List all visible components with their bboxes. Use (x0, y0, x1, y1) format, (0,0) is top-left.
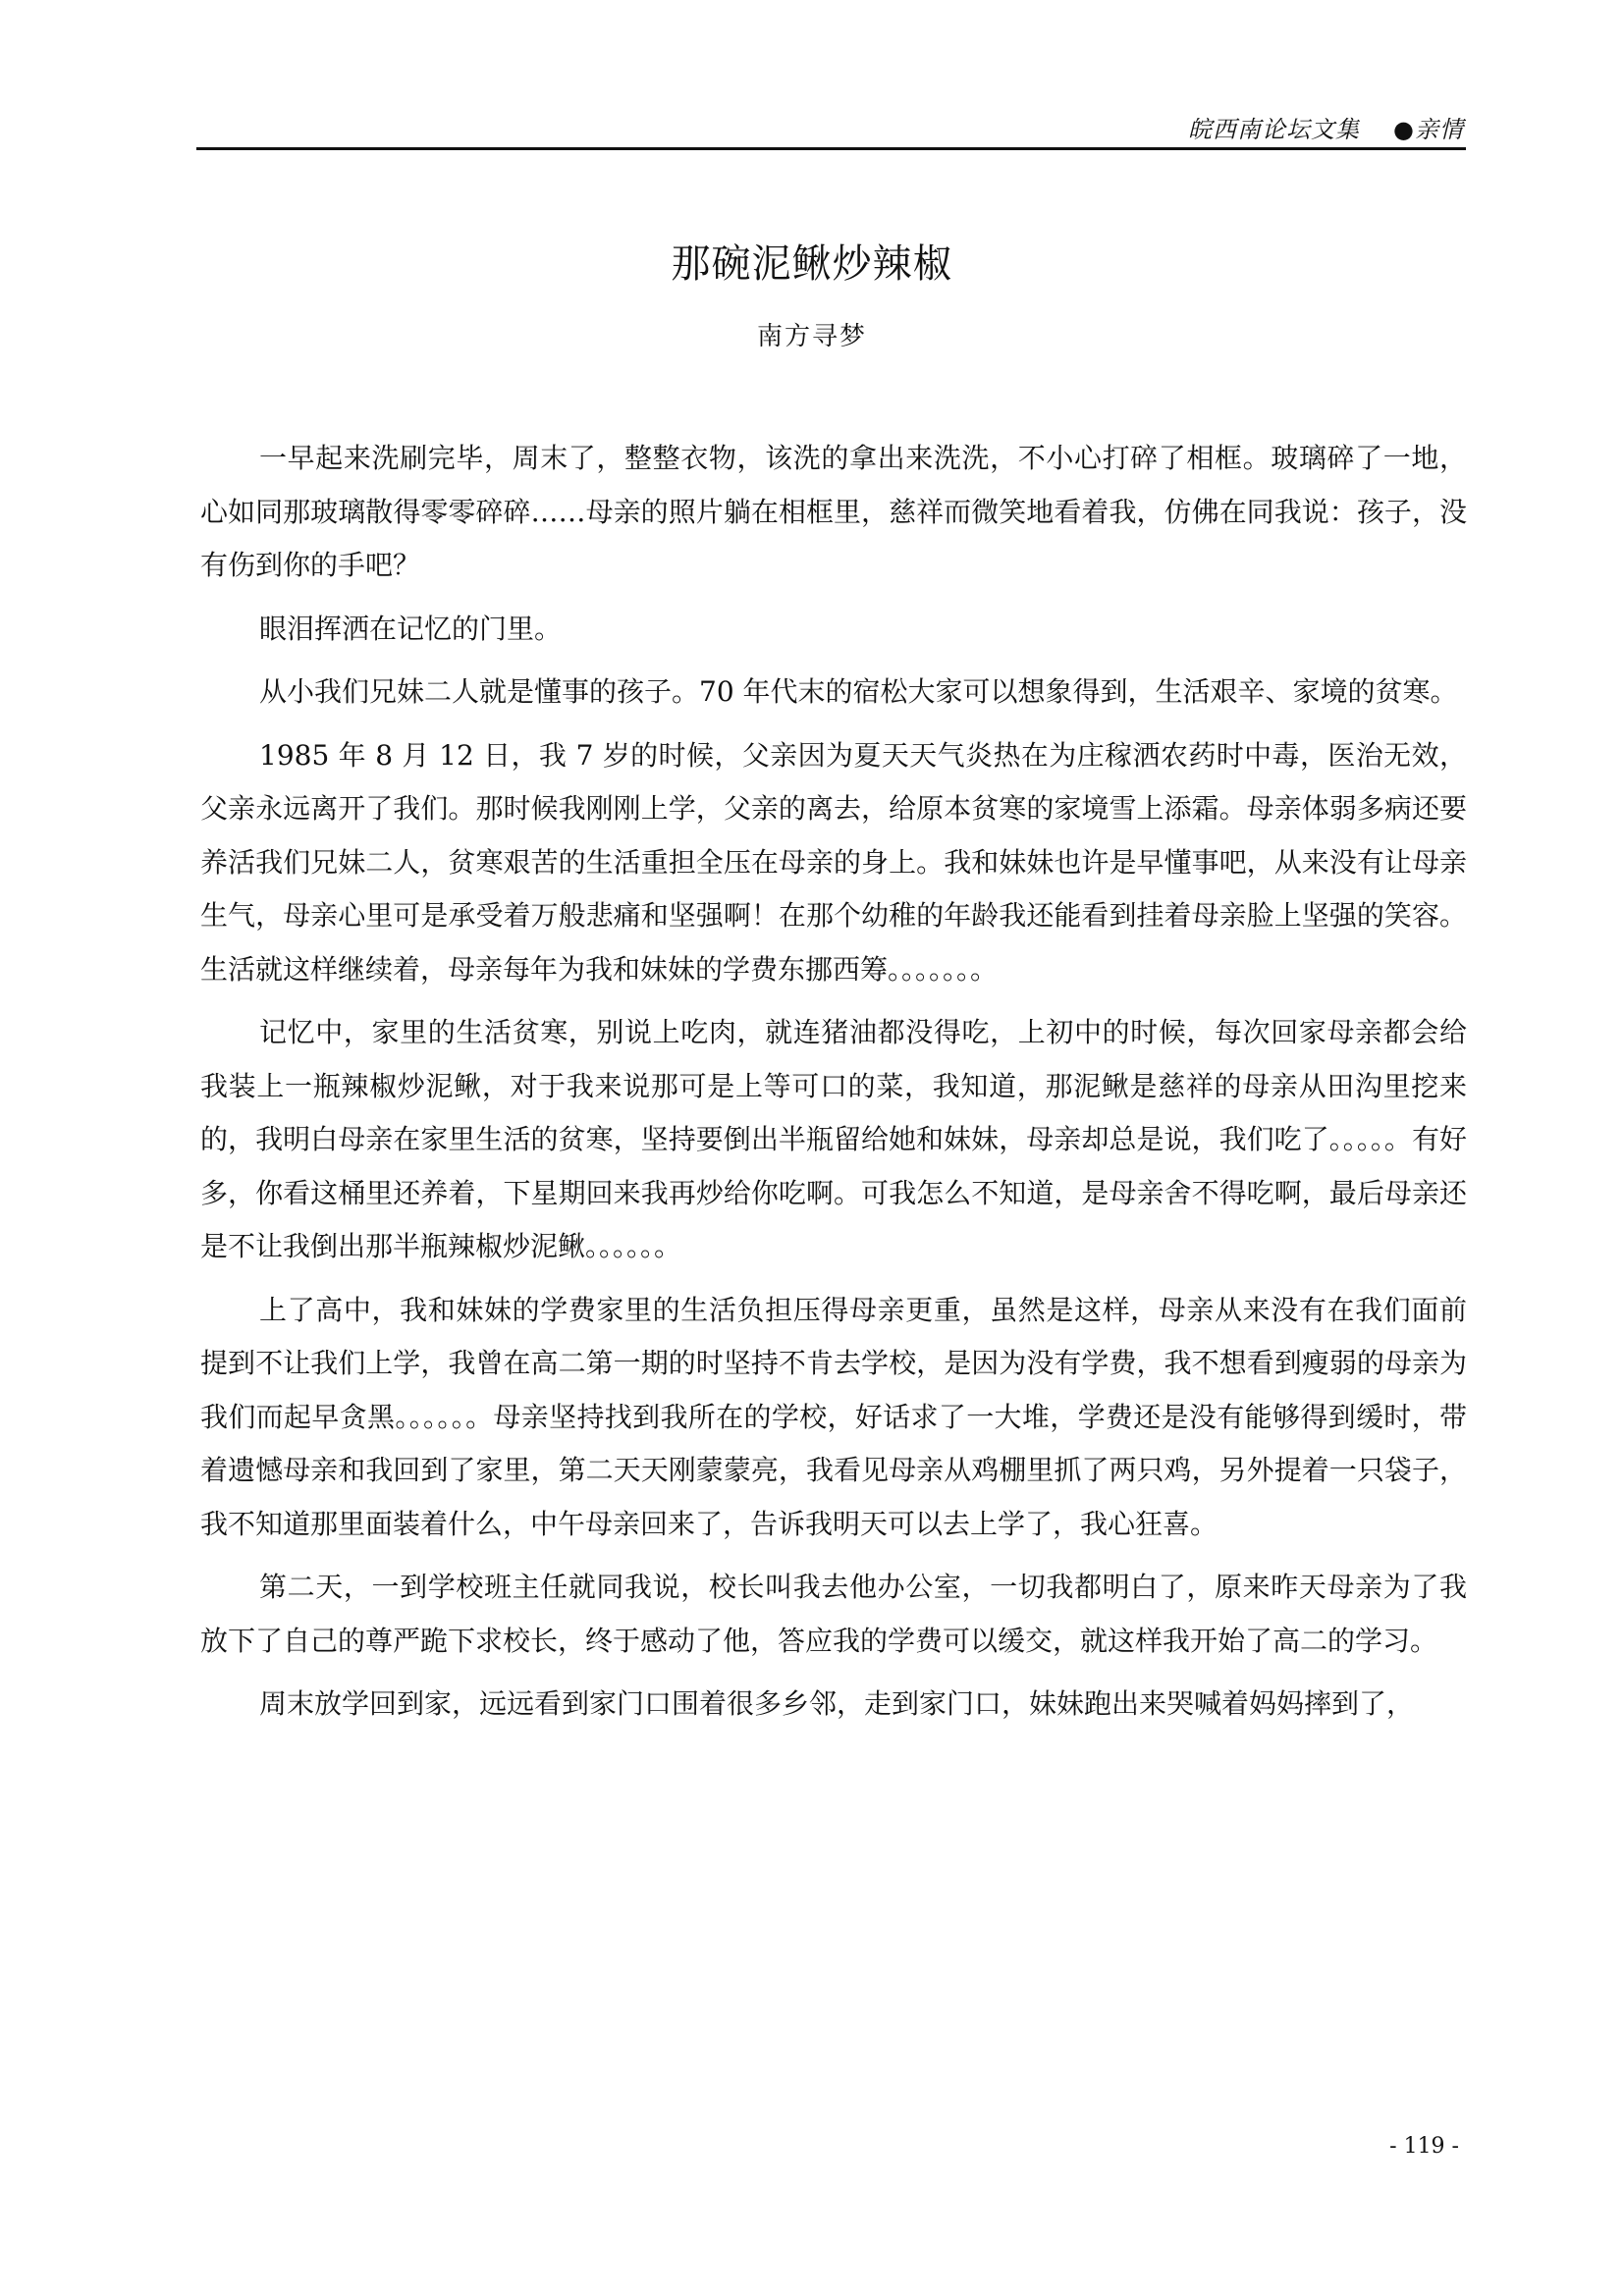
collection-name: 皖西南论坛文集 (1188, 116, 1361, 143)
article-author: 南方寻梦 (756, 322, 867, 351)
paragraph: 一早起来洗刷完毕，周末了，整整衣物，该洗的拿出来洗洗，不小心打碎了相框。玻璃碎了一地，心如同那玻璃散得零零碎碎……母亲的照片躺在相框里，慈祥而微笑地看着我，仿佛在同我说：孩子，没有伤到你的手吧？ (200, 442, 1467, 581)
paragraph: 记忆中，家里的生活贫寒，别说上吃肉，就连猪油都没得吃，上初中的时候，每次回家母亲都会给我装上一瓶辣椒炒泥鳅，对于我来说那可是上等可口的菜，我知道，那泥鳅是慈祥的母亲从田沟里挖来的，我明白母亲在家里生活的贫寒，坚持要倒出半瓶留给她和妹妹，母亲却总是说，我们吃了。。。。。有好多，你看这桶里还养着，下星期回来我再炒给你吃啊。可我怎么不知道，是母亲舍不得吃啊，最后母亲还是不让我倒出那半瓶辣椒炒泥鳅。。。。。。 (200, 1016, 1467, 1262)
paragraph: 从小我们兄妹二人就是懂事的孩子。70 年代末的宿松大家可以想象得到，生活艰辛、家境的贫寒。 (259, 675, 1458, 708)
paragraph: 上了高中，我和妹妹的学费家里的生活负担压得母亲更重，虽然是这样，母亲从来没有在我们面前提到不让我们上学，我曾在高二第一期的时坚持不肯去学校，是因为没有学费，我不想看到瘦弱的母亲为我们而起早贪黑。。。。。。母亲坚持找到我所在的学校，好话求了一大堆，学费还是没有能够得到缓时，带着遗憾母亲和我回到了家里，第二天天刚蒙蒙亮，我看见母亲从鸡棚里抓了两只鸡，另外提着一只袋子，我不知道那里面装着什么，中午母亲回来了，告诉我明天可以去上学了，我心狂喜。 (200, 1293, 1467, 1540)
section-name: ●亲情 (1393, 116, 1464, 143)
article-body (200, 432, 1467, 1741)
header-rule (196, 147, 1466, 150)
paragraph: 1985 年 8 月 12 日，我 7 岁的时候，父亲因为夏天天气炎热在为庄稼洒农药时中毒，医治无效，父亲永远离开了我们。那时候我刚刚上学，父亲的离去，给原本贫寒的家境雪上添霜。母亲体弱多病还要养活我们兄妹二人，贫寒艰苦的生活重担全压在母亲的身上。我和妹妹也许是早懂事吧，从来没有让母亲生气，母亲心里可是承受着万般悲痛和坚强啊！在那个幼稚的年龄我还能看到挂着母亲脸上坚强的笑容。生活就这样继续着，母亲每年为我和妹妹的学费东挪西筹。。。。。。。 (200, 738, 1467, 986)
article-title: 那碗泥鳅炒辣椒 (671, 241, 953, 287)
paragraph: 第二天，一到学校班主任就同我说，校长叫我去他办公室，一切我都明白了，原来昨天母亲为了我放下了自己的尊严跪下求校长，终于感动了他，答应我的学费可以缓交，就这样我开始了高二的学习。 (200, 1571, 1467, 1657)
paragraph: 眼泪挥洒在记忆的门里。 (259, 612, 563, 645)
page-number: - 119 - (1389, 2134, 1459, 2159)
paragraph: 周末放学回到家，远远看到家门口围着很多乡邻，走到家门口，妹妹跑出来哭喊着妈妈摔到了， (259, 1687, 1415, 1720)
running-header (1188, 110, 1464, 144)
